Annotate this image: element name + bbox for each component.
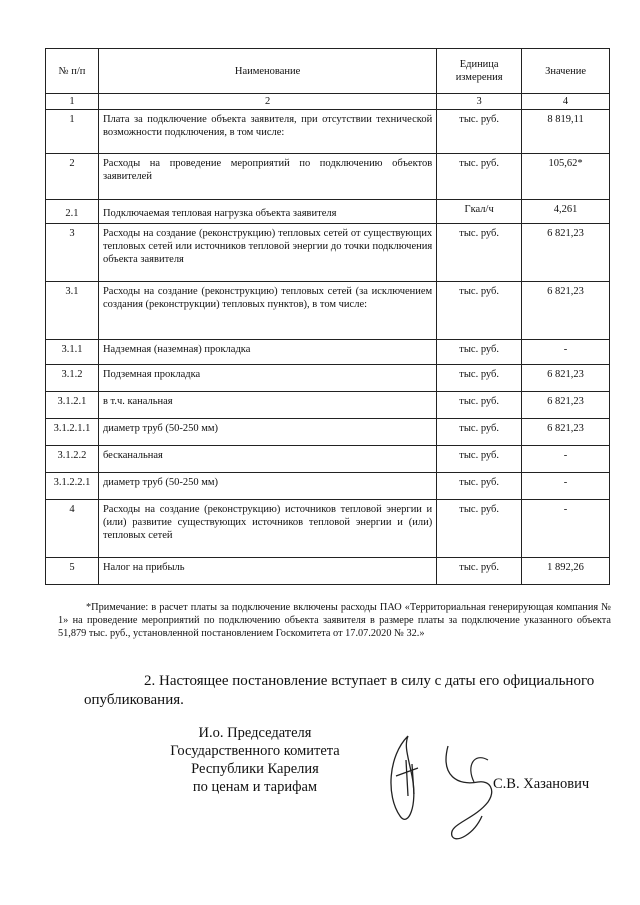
row-name: Расходы на проведение мероприятий по подключению объектов заявителей — [98, 154, 436, 200]
row-value: - — [522, 446, 610, 473]
table-row — [46, 340, 610, 365]
table-row — [46, 419, 610, 446]
row-unit: тыс. руб. — [437, 365, 522, 392]
table-row — [46, 282, 610, 340]
row-value: - — [522, 473, 610, 500]
row-unit: тыс. руб. — [437, 224, 522, 282]
table-row — [46, 473, 610, 500]
table-row — [46, 392, 610, 419]
column-number: 1 — [46, 94, 99, 110]
column-number: 2 — [98, 94, 436, 110]
table-header-row — [46, 49, 610, 94]
row-value: - — [522, 500, 610, 558]
signatory-line: Республики Карелия — [191, 761, 319, 777]
paragraph-line: 2. Настоящее постановление вступает в силу с даты его официального — [144, 673, 595, 689]
row-number: 3.1.2 — [46, 365, 99, 392]
row-number: 3.1.1 — [46, 340, 99, 365]
row-name: Надземная (наземная) прокладка — [98, 340, 436, 365]
row-number: 3.1.2.1.1 — [46, 419, 99, 446]
row-value: 6 821,23 — [522, 365, 610, 392]
signatory-line: по ценам и тарифам — [192, 779, 318, 795]
row-name: Расходы на создание (реконструкцию) тепловых сетей от существующих тепловых сетей или источников тепловой энергии до точки подключения объекта заявителя — [98, 224, 436, 282]
row-value: 6 821,23 — [522, 419, 610, 446]
column-number: 4 — [522, 94, 610, 110]
row-unit: тыс. руб. — [437, 558, 522, 585]
row-name: в т.ч. канальная — [98, 392, 436, 419]
footnote: *Примечание: в расчет платы за подключение включены расходы ПАО «Территориальная генерирующая компания № 1» на проведение мероприятий по подключению объекта заявителя в размере платы за подключение указанного объекта 51,879 тыс. руб., установленной постановлением Госкомитета от 17.07.2020 № 32.» — [58, 602, 611, 639]
row-name: бесканальная — [98, 446, 436, 473]
table-row — [46, 200, 610, 224]
row-unit: тыс. руб. — [437, 340, 522, 365]
signatory-title — [150, 724, 360, 796]
row-name: Подземная прокладка — [98, 365, 436, 392]
row-name: Налог на прибыль — [98, 558, 436, 585]
row-name: диаметр труб (50-250 мм) — [98, 473, 436, 500]
row-value: 4,261 — [522, 200, 610, 224]
table-row — [46, 110, 610, 154]
row-name: Плата за подключение объекта заявителя, при отсутствии технической возможности подключения, в том числе: — [98, 110, 436, 154]
paragraph-line: опубликования. — [84, 692, 184, 708]
table-row — [46, 446, 610, 473]
tariff-table — [45, 48, 610, 585]
effective-date-paragraph — [84, 672, 606, 710]
row-number: 2.1 — [46, 200, 99, 224]
row-unit: тыс. руб. — [437, 473, 522, 500]
row-number: 5 — [46, 558, 99, 585]
row-number: 4 — [46, 500, 99, 558]
row-value: 6 821,23 — [522, 224, 610, 282]
column-number-row — [46, 94, 610, 110]
row-number: 1 — [46, 110, 99, 154]
table-row — [46, 558, 610, 585]
table-row — [46, 154, 610, 200]
row-number: 3.1 — [46, 282, 99, 340]
row-name: Расходы на создание (реконструкцию) источников тепловой энергии и (или) развитие существующих источников тепловой энергии и (или) тепловых сетей — [98, 500, 436, 558]
header-name: Наименование — [98, 49, 436, 94]
row-value: 105,62* — [522, 154, 610, 200]
row-unit: тыс. руб. — [437, 446, 522, 473]
row-unit: тыс. руб. — [437, 392, 522, 419]
header-num: № п/п — [46, 49, 99, 94]
signatory-line: И.о. Председателя — [198, 725, 312, 741]
row-unit: Гкал/ч — [437, 200, 522, 224]
row-unit: тыс. руб. — [437, 110, 522, 154]
row-number: 3.1.2.1 — [46, 392, 99, 419]
row-number: 3.1.2.2.1 — [46, 473, 99, 500]
signatory-line: Государственного комитета — [170, 743, 340, 759]
table-row — [46, 365, 610, 392]
row-unit: тыс. руб. — [437, 419, 522, 446]
row-name: Расходы на создание (реконструкцию) тепловых сетей (за исключением создания (реконструкции) тепловых пунктов), в том числе: — [98, 282, 436, 340]
row-number: 3.1.2.2 — [46, 446, 99, 473]
row-value: 6 821,23 — [522, 282, 610, 340]
row-value: 8 819,11 — [522, 110, 610, 154]
table-row — [46, 500, 610, 558]
row-number: 3 — [46, 224, 99, 282]
row-name: диаметр труб (50-250 мм) — [98, 419, 436, 446]
column-number: 3 — [437, 94, 522, 110]
signatory-name: С.В. Хазанович — [493, 776, 590, 792]
header-unit: Единица измерения — [437, 49, 522, 94]
header-value: Значение — [522, 49, 610, 94]
row-value: 1 892,26 — [522, 558, 610, 585]
row-name: Подключаемая тепловая нагрузка объекта заявителя — [98, 200, 436, 224]
table-row — [46, 224, 610, 282]
row-unit: тыс. руб. — [437, 500, 522, 558]
row-number: 2 — [46, 154, 99, 200]
row-value: 6 821,23 — [522, 392, 610, 419]
row-value: - — [522, 340, 610, 365]
row-unit: тыс. руб. — [437, 282, 522, 340]
row-unit: тыс. руб. — [437, 154, 522, 200]
